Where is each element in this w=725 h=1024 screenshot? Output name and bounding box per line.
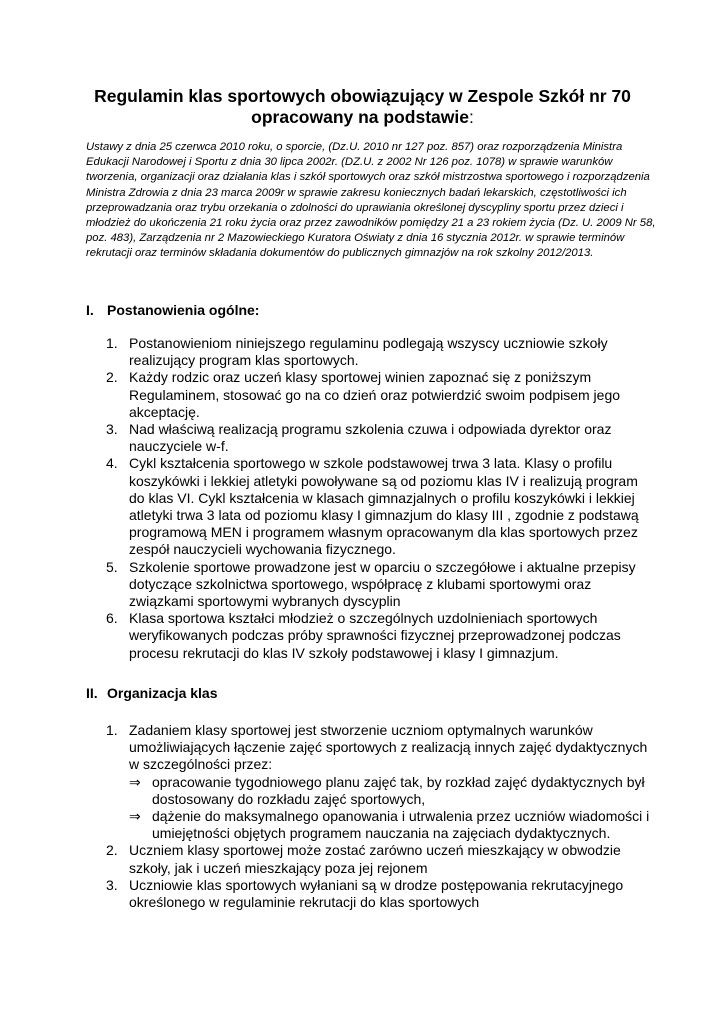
section-heading-2 (86, 684, 218, 702)
item-text: Uczniowie klas sportowych wyłaniani są w drodze postępowania rekrutacyjnego określonego w regulaminie rekrutacji do klas sportowych (129, 876, 624, 911)
sub-list-item (129, 774, 651, 808)
list-item (106, 877, 651, 911)
section-heading-1 (86, 301, 259, 319)
sub-item-text: opracowanie tygodniowego planu zajęć tak, by rozkład zajęć dydaktycznych był dostosowany do rozkładu zajęć sportowych, (152, 773, 645, 807)
arrow-icon: ⇒ (129, 808, 141, 825)
item-text: Postanowieniom niniejszego regulaminu podlegają wszyscy uczniowie szkoły realizujący program klas sportowych. (129, 335, 608, 369)
item-text: Klasa sportowa kształci młodzież o szczególnych uzdolnieniach sportowych weryfikowanych podczas próby sprawności fizycznej przeprowadzonej podczas procesu rekrutacji do klas IV szkoły podstawowej i klasy I gimnazjum. (129, 610, 621, 661)
item-number: 1. (106, 722, 118, 738)
list-item (106, 559, 651, 611)
list-item (106, 455, 651, 558)
title-colon: : (468, 107, 474, 127)
item-number: 4. (106, 455, 118, 472)
list-item (106, 369, 651, 421)
section-number: II. (86, 685, 98, 701)
item-text: Zadaniem klasy sportowej jest stworzenie uczniom optymalnych warunków umożliwiających łączenie zajęć sportowych z realizacją innych zajęć dydaktycznych w szczególności przez: (129, 722, 648, 773)
item-text: Cykl kształcenia sportowego w szkole podstawowej trwa 3 lata. Klasy o profilu koszykówki i lekkiej atletyki powoływane są od poziomu klas IV i realizują program do klas VI. Cykl kształcenia w klasach gimnazjalnych o profilu koszykówki i lekkiej atletyki trwa 3 lata od poziomu klasy I gimnazjum do klasy III , zgodnie z podstawą programową MEN i programem własnym opracowanym dla klas sportowych przez zespół nauczycieli wychowania fizycznego. (129, 455, 639, 558)
list-item (106, 722, 651, 842)
item-number: 3. (106, 421, 118, 438)
section-title: Postanowienia ogólne: (107, 302, 260, 318)
title-text: Regulamin klas sportowych obowiązujący w Zespole Szkół nr 70 opracowany na podstawie (94, 86, 631, 127)
item-number: 6. (106, 610, 118, 627)
item-number: 3. (106, 876, 118, 893)
list-item (106, 842, 651, 876)
arrow-icon: ⇒ (129, 773, 141, 790)
item-text: Szkolenie sportowe prowadzone jest w oparciu o szczegółowe i aktualne przepisy dotyczące szkolnictwa sportowego, współpracę z klubami sportowymi oraz związkami sportowymi wybranych dyscyplin (129, 558, 636, 610)
sub-item-text: dążenie do maksymalnego opanowania i utrwalenia przez uczniów wiadomości i umiejętności objętych programem nauczania na zajęciach dydaktycznych. (152, 808, 650, 842)
section-1-list (106, 335, 651, 662)
item-text: Każdy rodzic oraz uczeń klasy sportowej winien zapoznać się z poniższym Regulaminem, stosować go na co dzień oraz potwierdzić swoim podpisem jego akceptację. (129, 369, 621, 420)
item-text: Nad właściwą realizacją programu szkolenia czuwa i odpowiada dyrektor oraz nauczyciele w-f. (129, 421, 612, 455)
legal-basis-paragraph: Ustawy z dnia 25 czerwca 2010 roku, o sporcie, (Dz.U. 2010 nr 127 poz. 857) oraz rozporządzenia Ministra Edukacji Narodowej i Sportu z dnia 30 lipca 2002r. (DZ.U. z 2002 Nr 126 poz. 1078) w sprawie warunków tworzenia, organizacji oraz działania klas i szkół sportowych oraz szkół mistrzostwa sportowego i rozporządzenia Ministra Zdrowia z dnia 23 marca 2009r w sprawie zakresu koniecznych badań lekarskich, częstotliwości ich przeprowadzania oraz trybu orzekania o zdolności do uprawiania określonej dyscypliny sportu przez dzieci i młodzież do ukończenia 21 roku życia oraz przez zawodników pomiędzy 21 a 23 rokiem życia (Dz. U. 2009 Nr 58, poz. 483), Zarządzenia nr 2 Mazowieckiego Kuratora Oświaty z dnia 16 stycznia 2012r. w sprawie terminów rekrutacji oraz terminów składania dokumentów do publicznych gimnazjów na rok szkolny 2012/2013. (86, 141, 656, 260)
item-text: Uczniem klasy sportowej może zostać zarówno uczeń mieszkający w obwodzie szkoły, jak i uczeń mieszkający poza jej rejonem (129, 842, 621, 876)
section-number: I. (86, 302, 94, 318)
sub-list-item (129, 808, 651, 842)
item-number: 5. (106, 558, 118, 575)
document-title (80, 86, 645, 128)
list-item (106, 335, 651, 369)
section-2-list (106, 722, 651, 911)
item-number: 1. (106, 335, 118, 351)
list-item (106, 610, 651, 662)
item-number: 2. (106, 369, 118, 386)
item-number: 2. (106, 842, 118, 859)
section-title: Organizacja klas (107, 685, 218, 701)
list-item (106, 421, 651, 455)
